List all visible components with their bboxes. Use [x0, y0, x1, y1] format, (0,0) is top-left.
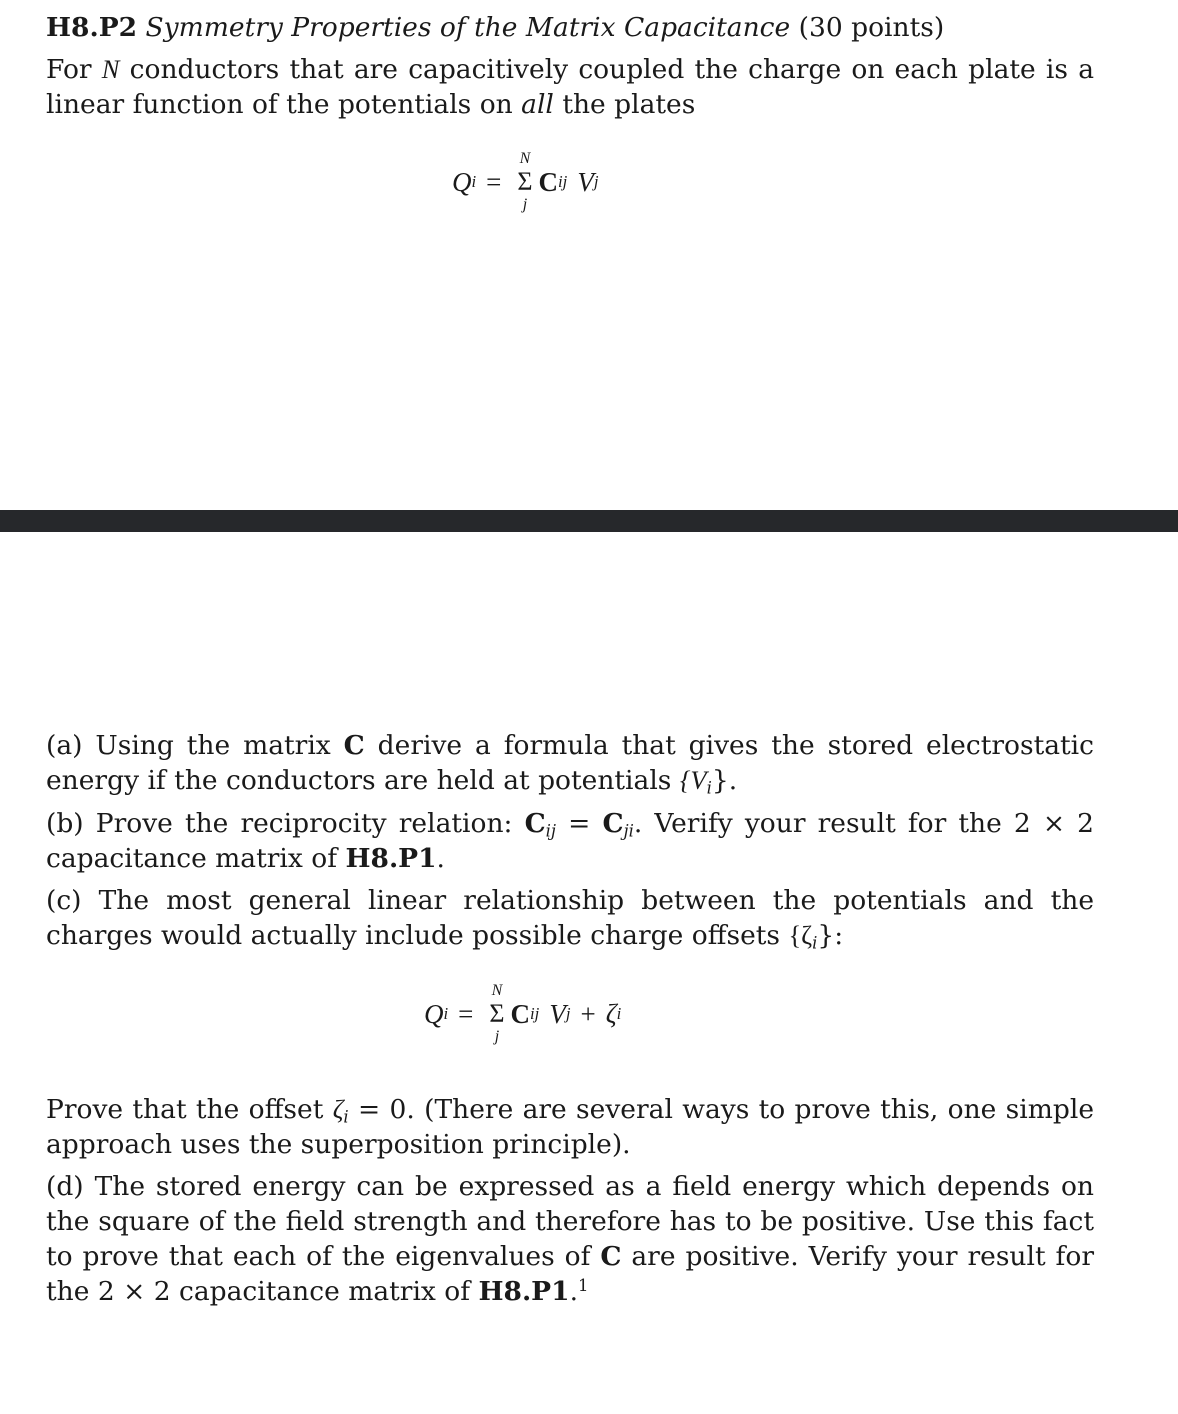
summation-symbol: N Σ j — [517, 150, 533, 213]
problem-header — [46, 10, 1094, 45]
emphasis-all: all — [521, 89, 554, 120]
summation-symbol: N Σ j — [489, 982, 505, 1045]
page-divider — [0, 510, 1178, 532]
problem-title: Symmetry Properties of the Matrix Capacitance — [145, 12, 791, 43]
equation-charge-offset: Q i = N Σ j C ij V j + ζ i — [424, 982, 622, 1045]
problem-points: (30 points) — [798, 12, 945, 43]
part-d: (d) The stored energy can be expressed as a field energy which depends on the square of the field strength and therefore has to be positive. Use this fact to prove that each of the eigenvalues of C are positive. Verify your result for the 2 × 2 capacitance matrix of H8.P1.$^1$ — [46, 1171, 1094, 1307]
intro-paragraph: For N conductors that are capacitively coupled the charge on each plate is a linear function of the potentials on all the plates — [46, 54, 1094, 120]
part-c: (c) The most general linear relationship between the potentials and the charges would actually include possible charge offsets $\{\zeta_i\}$: — [46, 885, 1094, 953]
equation-charge-sum: Q i = N Σ j C ij V j — [452, 150, 599, 213]
part-a: (a) Using the matrix C derive a formula that gives the stored electrostatic energy if the conductors are held at potentials $\{V_i\}$. — [46, 730, 1094, 798]
part-c-prove: Prove that the offset $\zeta_i = 0$. (There are several ways to prove this, one simple approach uses the superposition principle). — [46, 1094, 1095, 1160]
reference-h8p1: H8.P1 — [345, 843, 437, 874]
footnote-marker[interactable]: 1 — [578, 1275, 589, 1295]
problem-id: H8.P2 — [46, 12, 138, 43]
reference-h8p1: H8.P1 — [478, 1276, 570, 1307]
part-b: (b) Prove the reciprocity relation: $C_{ij} = C_{ji}$. Verify your result for the 2 × 2 capacitance matrix of H8.P1. — [46, 808, 1095, 874]
var-n: N — [101, 54, 120, 84]
